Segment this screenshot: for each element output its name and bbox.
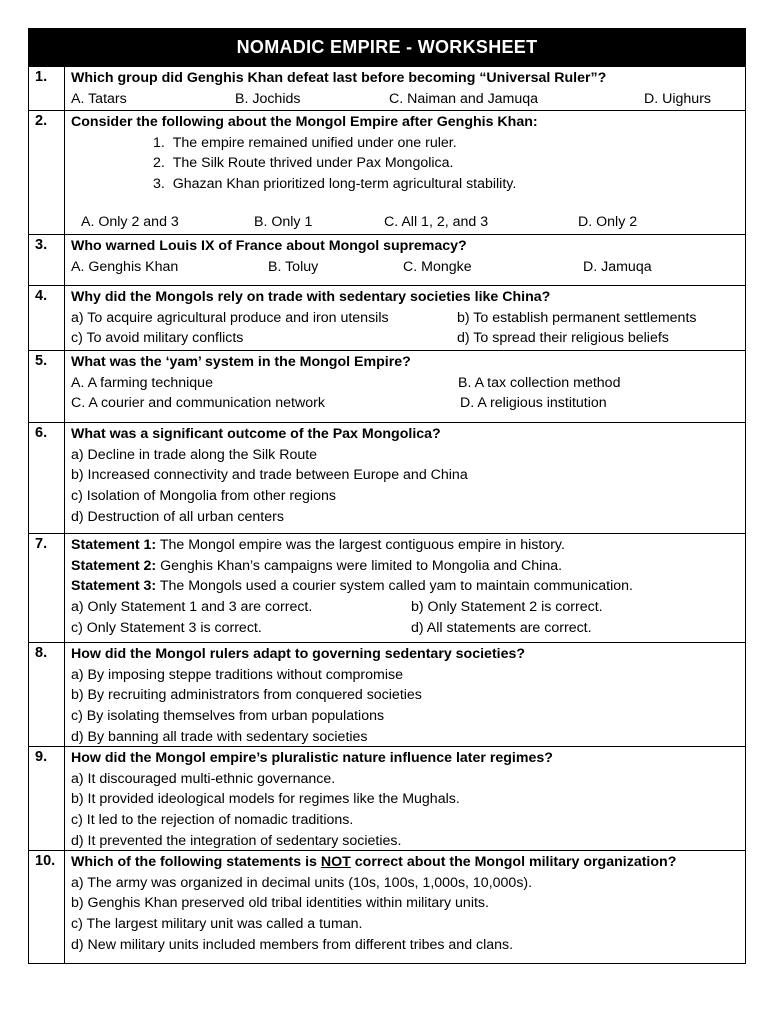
question-number: 1.	[29, 67, 65, 110]
question-number: 3.	[29, 235, 65, 285]
option-a: A. Only 2 and 3	[81, 213, 179, 230]
statement-3	[71, 576, 745, 597]
option-a: A. Tatars	[71, 90, 127, 107]
option-b: b) Genghis Khan preserved old tribal identities within military units.	[71, 895, 489, 912]
statement-1: 1. The empire remained unified under one ruler.	[153, 134, 457, 151]
option-d: d) To spread their religious beliefs	[457, 330, 669, 347]
option-d: d) It prevented the integration of sedentary societies.	[71, 832, 402, 849]
statement-label: Statement 2:	[71, 557, 157, 574]
question-3	[29, 234, 745, 285]
option-b: B. Only 1	[254, 213, 313, 230]
option-d: D. A religious institution	[460, 395, 607, 412]
option-b: b) Increased connectivity and trade between Europe and China	[71, 467, 468, 484]
question-text: What was a significant outcome of the Pax Mongolica?	[71, 426, 441, 442]
option-a: a) Decline in trade along the Silk Route	[71, 446, 318, 463]
option-a: a) It discouraged multi-ethnic governance.	[71, 770, 336, 787]
option-c: C. All 1, 2, and 3	[384, 213, 489, 230]
option-b: b) By recruiting administrators from conquered societies	[71, 687, 422, 704]
question-number: 9.	[29, 747, 65, 850]
question-1	[29, 66, 745, 110]
question-9	[29, 746, 745, 850]
question-6	[29, 422, 745, 533]
option-a: a) By imposing steppe traditions without compromise	[71, 666, 403, 683]
statement-3: 3. Ghazan Khan prioritized long-term agricultural stability.	[153, 176, 517, 193]
option-d: d) All statements are correct.	[411, 619, 592, 636]
option-d: d) By banning all trade with sedentary societies	[71, 728, 368, 745]
option-a: A. A farming technique	[71, 374, 213, 391]
option-c: C. A courier and communication network	[71, 395, 325, 412]
option-c: c) It led to the rejection of nomadic traditions.	[71, 812, 354, 829]
option-b: b) To establish permanent settlements	[457, 309, 697, 326]
option-a: A. Genghis Khan	[71, 258, 179, 275]
question-number: 6.	[29, 423, 65, 533]
question-10	[29, 850, 745, 963]
option-b: B. Jochids	[235, 90, 301, 107]
question-5	[29, 350, 745, 422]
question-text: What was the ‘yam’ system in the Mongol Empire?	[71, 354, 411, 370]
statement-label: Statement 3:	[71, 578, 157, 595]
worksheet	[28, 28, 746, 964]
option-c: c) The largest military unit was called a tuman.	[71, 916, 363, 933]
question-4	[29, 285, 745, 350]
question-text: Who warned Louis IX of France about Mongol supremacy?	[71, 238, 467, 254]
worksheet-title: NOMADIC EMPIRE - WORKSHEET	[29, 29, 745, 66]
statement-1	[71, 535, 745, 556]
question-text: Which of the following statements is NOT correct about the Mongol military organization?	[71, 854, 677, 870]
question-text: How did the Mongol rulers adapt to governing sedentary societies?	[71, 646, 526, 662]
question-number: 7.	[29, 534, 65, 642]
option-a: a) Only Statement 1 and 3 are correct.	[71, 599, 313, 616]
question-7	[29, 533, 745, 642]
option-b: B. A tax collection method	[458, 374, 621, 391]
option-c: c) Only Statement 3 is correct.	[71, 619, 262, 636]
statement-2	[71, 556, 745, 577]
question-8	[29, 642, 745, 746]
option-d: D. Uighurs	[644, 90, 712, 107]
question-2	[29, 110, 745, 234]
option-c: c) By isolating themselves from urban populations	[71, 708, 385, 725]
question-text: Consider the following about the Mongol Empire after Genghis Khan:	[71, 114, 538, 130]
option-c: c) Isolation of Mongolia from other regions	[71, 488, 336, 505]
question-number: 4.	[29, 286, 65, 350]
option-a: a) The army was organized in decimal units (10s, 100s, 1,000s, 10,000s).	[71, 874, 533, 891]
option-b: b) It provided ideological models for regimes like the Mughals.	[71, 791, 460, 808]
option-c: C. Naiman and Jamuqa	[389, 90, 539, 107]
statement-text: The Mongol empire was the largest contiguous empire in history.	[156, 537, 565, 553]
option-a: a) To acquire agricultural produce and iron utensils	[71, 309, 389, 326]
option-c: c) To avoid military conflicts	[71, 330, 244, 347]
question-text: How did the Mongol empire’s pluralistic nature influence later regimes?	[71, 750, 553, 766]
question-number: 5.	[29, 351, 65, 422]
question-text: Why did the Mongols rely on trade with sedentary societies like China?	[71, 289, 551, 305]
statement-2: 2. The Silk Route thrived under Pax Mongolica.	[153, 155, 454, 172]
question-text: Which group did Genghis Khan defeat last before becoming “Universal Ruler”?	[71, 70, 607, 86]
option-d: d) New military units included members from different tribes and clans.	[71, 936, 514, 953]
emphasis-not: NOT	[320, 854, 351, 870]
option-d: D. Jamuqa	[583, 258, 652, 275]
option-c: C. Mongke	[403, 258, 472, 275]
option-b: B. Toluy	[268, 258, 319, 275]
statement-label: Statement 1:	[71, 537, 157, 553]
question-number: 2.	[29, 111, 65, 234]
option-d: D. Only 2	[578, 213, 638, 230]
option-d: d) Destruction of all urban centers	[71, 508, 284, 525]
question-number: 10.	[29, 851, 65, 963]
statement-text: The Mongols used a courier system called yam to maintain communication.	[156, 578, 633, 595]
option-b: b) Only Statement 2 is correct.	[411, 599, 603, 616]
statement-text: Genghis Khan’s campaigns were limited to Mongolia and China.	[156, 557, 563, 574]
question-number: 8.	[29, 643, 65, 746]
